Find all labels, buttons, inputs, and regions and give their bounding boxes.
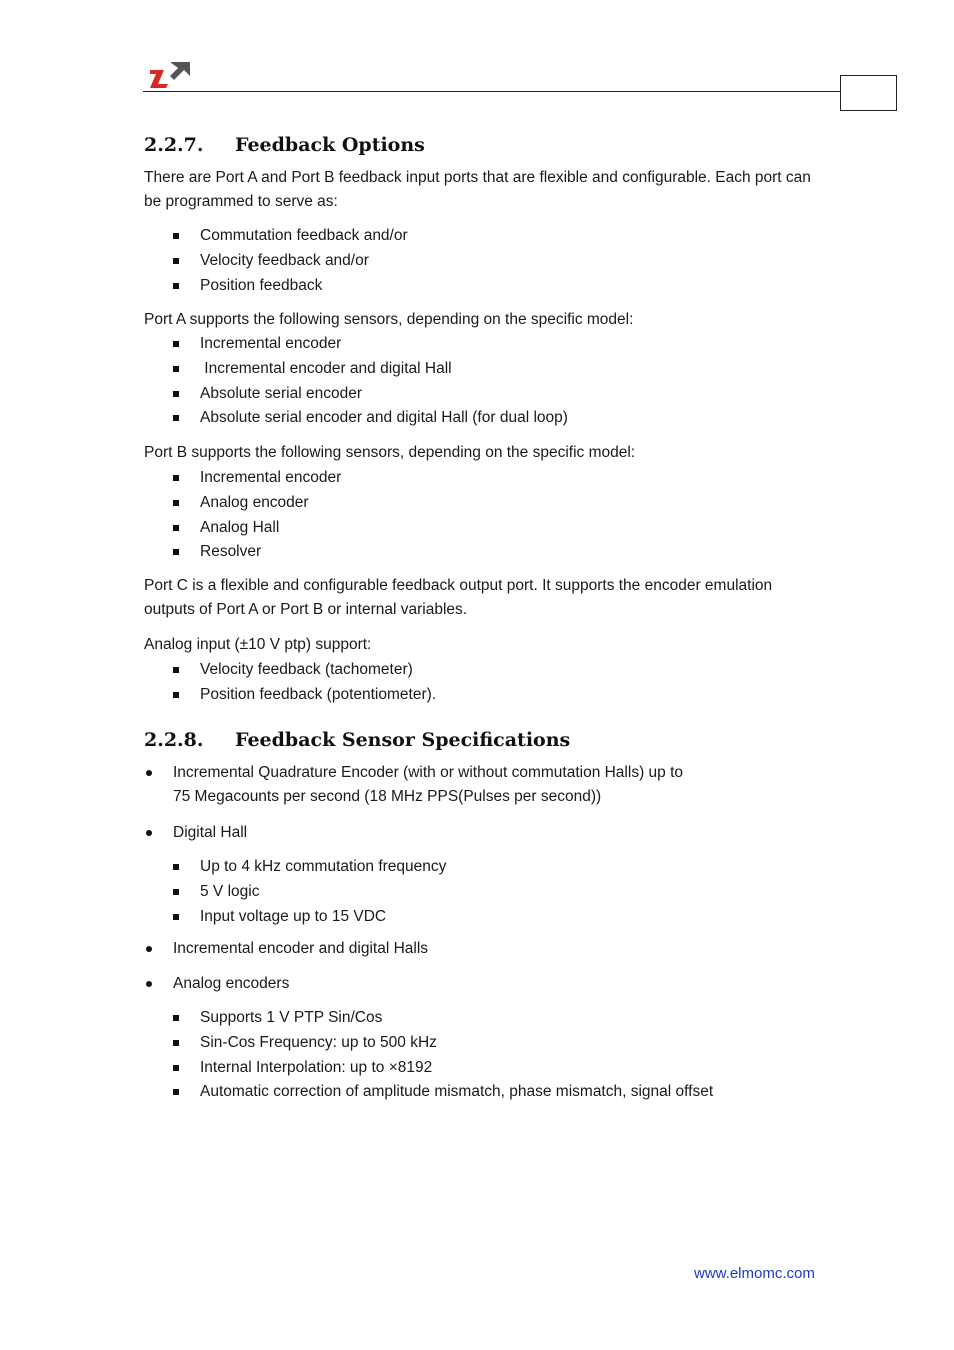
list-analog-input — [144, 658, 436, 708]
list-serve-as — [144, 224, 408, 298]
bullet-digital-hall: Digital Hall — [144, 821, 247, 845]
list-item: Velocity feedback and/or — [144, 249, 408, 274]
footer-url-link[interactable]: www.elmomc.com — [694, 1265, 815, 1282]
section-heading-feedback-options: 2.2.7. Feedback Options — [144, 134, 425, 156]
list-item: Position feedback (potentiometer). — [144, 683, 436, 708]
paragraph-intro: There are Port A and Port B feedback input ports that are flexible and configurable. Each port can be programmed to serve as: — [144, 169, 811, 210]
list-item: Position feedback — [144, 274, 408, 299]
list-port-b — [144, 466, 341, 565]
bullet-text-line: 75 Megacounts per second (18 MHz PPS(Pulses per second)) — [173, 788, 602, 805]
list-item: Analog Hall — [144, 516, 341, 541]
list-item: Input voltage up to 15 VDC — [144, 905, 446, 930]
list-item: Up to 4 kHz commutation frequency — [144, 855, 446, 880]
list-item: 5 V logic — [144, 880, 446, 905]
list-item: Incremental encoder — [144, 466, 341, 491]
page-number-box — [840, 75, 897, 111]
paragraph-analog-input: Analog input (±10 V ptp) support: — [144, 636, 372, 653]
bullet-inc-digital-halls: Incremental encoder and digital Halls — [144, 937, 428, 961]
elmo-logo-icon — [148, 60, 192, 90]
list-item: Incremental encoder and digital Hall — [144, 357, 568, 382]
list-item: Internal Interpolation: up to ×8192 — [144, 1056, 713, 1081]
list-port-a — [144, 332, 568, 431]
paragraph-port-a: Port A supports the following sensors, depending on the specific model: — [144, 311, 634, 328]
list-item: Sin-Cos Frequency: up to 500 kHz — [144, 1031, 713, 1056]
list-item: Resolver — [144, 540, 341, 565]
list-item: Incremental encoder — [144, 332, 568, 357]
header-rule — [143, 91, 841, 92]
section-heading-sensor-specs: 2.2.8. Feedback Sensor Specifications — [144, 729, 571, 751]
bullet-text-line: Incremental Quadrature Encoder (with or without commutation Halls) up to — [173, 764, 684, 781]
bullet-analog-encoders: Analog encoders — [144, 972, 289, 996]
list-digital-hall — [144, 855, 446, 929]
list-item: Automatic correction of amplitude mismatch, phase mismatch, signal offset — [144, 1080, 713, 1105]
list-item: Absolute serial encoder — [144, 382, 568, 407]
list-item: Supports 1 V PTP Sin/Cos — [144, 1006, 713, 1031]
paragraph-port-b: Port B supports the following sensors, depending on the specific model: — [144, 444, 636, 461]
list-item: Commutation feedback and/or — [144, 224, 408, 249]
list-item: Absolute serial encoder and digital Hall (for dual loop) — [144, 406, 568, 431]
paragraph-port-c: Port C is a flexible and configurable feedback output port. It supports the encoder emulation outputs of Port A or Port B or internal variables. — [144, 577, 773, 618]
bullet-incremental-encoder — [144, 761, 683, 809]
list-item: Analog encoder — [144, 491, 341, 516]
list-item: Velocity feedback (tachometer) — [144, 658, 436, 683]
list-analog-encoders — [144, 1006, 713, 1105]
